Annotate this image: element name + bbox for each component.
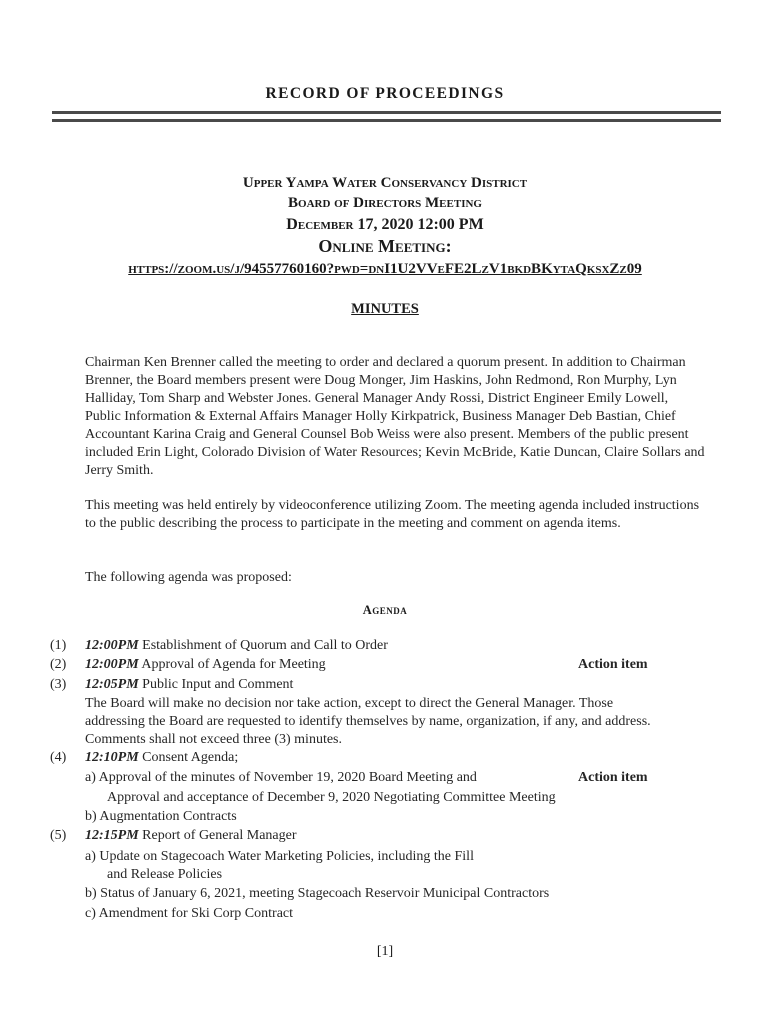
agenda-item-number: (3) bbox=[50, 677, 67, 692]
meeting-date: December 17, 2020 12:00 PM bbox=[286, 216, 484, 233]
header-rule-top bbox=[52, 111, 721, 114]
agenda-item-text: Approval of Agenda for Meeting bbox=[138, 657, 326, 672]
public-input-note: The Board will make no decision nor take action, except to direct the General Manager. Those bbox=[85, 696, 614, 711]
agenda-heading: Agenda bbox=[362, 603, 408, 617]
public-input-note: addressing the Board are requested to identify themselves by name, organization, if any, and address. bbox=[85, 714, 651, 729]
consent-subitem: a) Approval of the minutes of November 19, 2020 Board Meeting and bbox=[85, 770, 477, 785]
consent-subitem: b) Augmentation Contracts bbox=[85, 809, 237, 824]
consent-subitem: Approval and acceptance of December 9, 2020 Negotiating Committee Meeting bbox=[107, 790, 556, 805]
videoconference-paragraph: This meeting was held entirely by videoconference utilizing Zoom. The meeting agenda included instructions to the public describing the process to participate in the meeting and comment on agenda items. bbox=[85, 498, 700, 531]
agenda-item-4 bbox=[85, 749, 238, 767]
header-rule-bottom bbox=[52, 119, 721, 122]
gm-report-subitem: a) Update on Stagecoach Water Marketing Policies, including the Fill bbox=[85, 849, 474, 864]
page-number: [1] bbox=[376, 944, 394, 959]
agenda-item-number: (5) bbox=[50, 828, 67, 843]
gm-report-subitem: c) Amendment for Ski Corp Contract bbox=[85, 906, 294, 921]
agenda-intro: The following agenda was proposed: bbox=[85, 570, 292, 585]
district-name: Upper Yampa Water Conservancy District bbox=[242, 175, 528, 191]
action-item-label: Action item bbox=[578, 657, 648, 672]
attendance-paragraph: Chairman Ken Brenner called the meeting to order and declared a quorum present. In addition to Chairman Brenner, the Board members present were Doug Monger, Jim Haskins, John Redmond, Ron Murphy, Lyn Halliday, Tom Sharp and Webster Jones. General Manager Andy Rossi, District Engineer Emily Lowell, Public Information & External Affairs Manager Holly Kirkpatrick, Business Manager Deb Bastian, Chief Accountant Karina Craig and General Counsel Bob Weiss were also present. Members of the public present included Erin Light, Colorado Division of Water Resources; Kevin McBride, Katie Duncan, Claire Sollars and Jerry Smith. bbox=[85, 355, 705, 478]
agenda-item-2 bbox=[85, 656, 326, 674]
agenda-time: 12:10PM bbox=[85, 750, 139, 765]
agenda-item-1 bbox=[85, 637, 388, 655]
minutes-heading: MINUTES bbox=[351, 301, 419, 317]
agenda-item-text: Consent Agenda; bbox=[138, 750, 239, 765]
gm-report-subitem: b) Status of January 6, 2021, meeting Stagecoach Reservoir Municipal Contractors bbox=[85, 886, 550, 901]
agenda-time: 12:15PM bbox=[85, 828, 139, 843]
agenda-item-text: Establishment of Quorum and Call to Order bbox=[138, 638, 388, 653]
agenda-time: 12:05PM bbox=[85, 677, 139, 692]
agenda-time: 12:00PM bbox=[85, 638, 139, 653]
agenda-item-3 bbox=[85, 676, 293, 694]
gm-report-subitem: and Release Policies bbox=[107, 867, 223, 882]
record-title: RECORD OF PROCEEDINGS bbox=[265, 85, 505, 102]
agenda-item-text: Report of General Manager bbox=[138, 828, 297, 843]
online-meeting-label: Online Meeting: bbox=[318, 236, 452, 256]
agenda-item-number: (2) bbox=[50, 657, 67, 672]
zoom-link[interactable]: https://zoom.us/j/94557760160?pwd=dnI1U2VVeFE2LzV1bkdBKytaQksxZz09 bbox=[128, 261, 642, 277]
agenda-item-number: (1) bbox=[50, 638, 67, 653]
agenda-item-number: (4) bbox=[50, 750, 67, 765]
action-item-label: Action item bbox=[578, 770, 648, 785]
agenda-item-5 bbox=[85, 827, 297, 845]
agenda-time: 12:00PM bbox=[85, 657, 139, 672]
meeting-type: Board of Directors Meeting bbox=[288, 195, 482, 211]
agenda-item-text: Public Input and Comment bbox=[138, 677, 294, 692]
public-input-note: Comments shall not exceed three (3) minutes. bbox=[85, 732, 342, 747]
